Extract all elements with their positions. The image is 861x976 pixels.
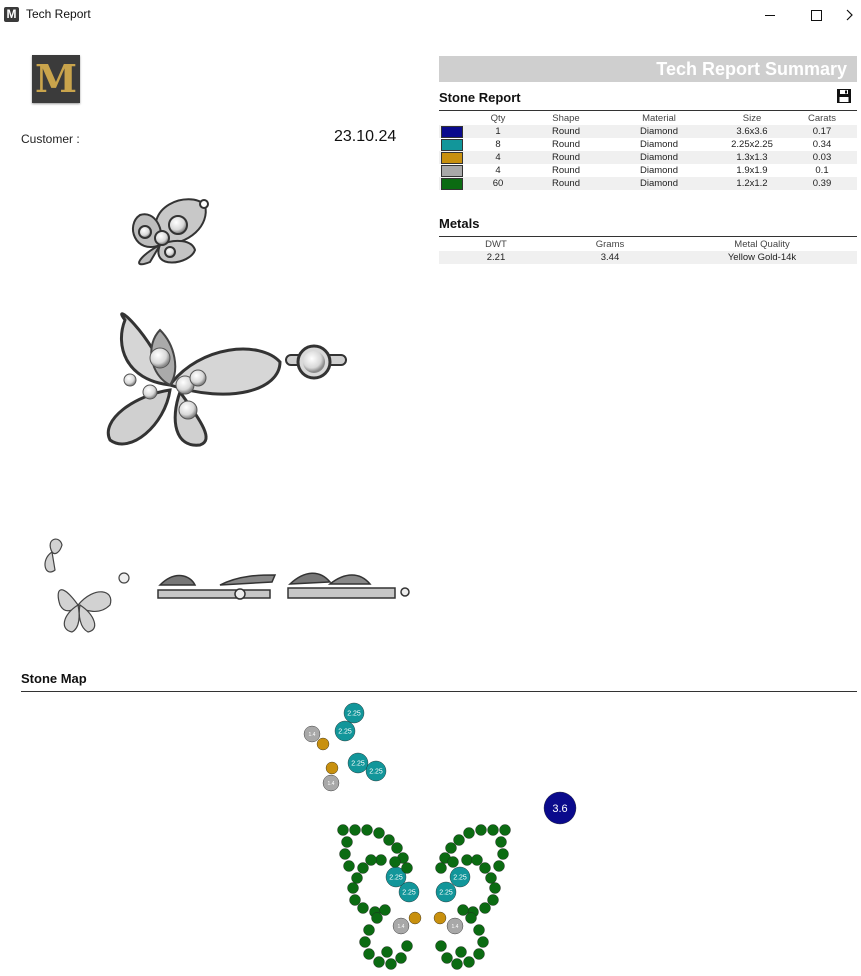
material-cell: Diamond <box>601 151 717 164</box>
summary-banner <box>439 56 857 82</box>
stone-small-green <box>446 843 457 854</box>
column-header-dwt: DWT <box>485 239 507 250</box>
stone-small-green <box>360 937 371 948</box>
stone-small-green <box>358 903 369 914</box>
logo-letter: M <box>34 56 78 101</box>
stone-small-green <box>396 953 407 964</box>
material-cell: Diamond <box>639 139 679 150</box>
color-swatch <box>441 139 463 151</box>
metal-quality-cell: Yellow Gold-14k <box>667 251 857 264</box>
stone-gold <box>317 738 329 750</box>
minimize-button[interactable] <box>747 0 793 30</box>
qty-cell: 4 <box>465 151 531 164</box>
thumbnail-front-view <box>45 539 129 632</box>
material-cell: Diamond <box>601 125 717 138</box>
metals-header-row <box>439 238 857 251</box>
stone-small-green <box>402 863 413 874</box>
carats-cell: 0.34 <box>812 139 832 150</box>
stone-small-green <box>374 957 385 968</box>
material-cell: Diamond <box>639 165 679 176</box>
save-icon[interactable] <box>836 88 852 104</box>
table-row <box>439 125 857 138</box>
stone-small-green <box>486 873 497 884</box>
stone-small-green <box>448 857 459 868</box>
stone-small-green <box>500 825 511 836</box>
metals-heading: Metals <box>439 216 480 231</box>
stone-small-green <box>376 855 387 866</box>
stone-small-green <box>488 825 499 836</box>
thumbnail-side-view <box>158 575 275 599</box>
metals-rule <box>439 236 857 237</box>
customer-label: Customer : <box>21 132 80 146</box>
stone-map-rule <box>21 691 857 692</box>
stone-small-green <box>366 855 377 866</box>
stone-map-canvas <box>35 700 857 976</box>
stone-small-green <box>462 855 473 866</box>
stone-size-label: 1.4 <box>451 923 459 930</box>
stone-small-green <box>364 925 375 936</box>
shape-cell: Round <box>531 125 601 138</box>
column-header-color <box>439 112 465 125</box>
size-cell: 1.9x1.9 <box>736 165 768 176</box>
dwt-cell: 2.21 <box>439 251 553 264</box>
stone-small-green <box>352 873 363 884</box>
shape-cell: Round <box>552 165 580 176</box>
thumbnail-back-view <box>288 573 409 598</box>
maximize-icon <box>811 10 822 21</box>
stone-small-green <box>338 825 349 836</box>
stone-size-label: 1.4 <box>397 923 405 930</box>
carats-cell: 0.39 <box>787 177 857 190</box>
stone-size-label: 2.25 <box>347 710 361 718</box>
stone-small-green <box>490 883 501 894</box>
stone-size-label: 2.25 <box>453 874 467 882</box>
size-cell: 1.3x1.3 <box>717 151 787 164</box>
stone-small-green <box>494 861 505 872</box>
stone-report-rule <box>439 110 857 111</box>
size-cell: 1.2x1.2 <box>717 177 787 190</box>
color-swatch <box>441 126 463 138</box>
column-header-grams: Grams <box>595 239 625 250</box>
maximize-button[interactable] <box>793 0 839 30</box>
stone-small-green <box>374 828 385 839</box>
stone-small-green <box>488 895 499 906</box>
qty-cell: 60 <box>465 177 531 190</box>
small-butterfly-render <box>133 199 208 264</box>
stone-report-header-row <box>439 112 857 125</box>
color-swatch <box>441 152 463 164</box>
stone-small-green <box>452 959 463 970</box>
stone-size-label: 2.25 <box>351 760 365 768</box>
summary-title: Tech Report Summary <box>656 59 847 79</box>
stone-small-green <box>372 913 383 924</box>
size-cell: 3.6x3.6 <box>717 125 787 138</box>
stone-small-green <box>476 825 487 836</box>
stone-small-green <box>480 863 491 874</box>
company-logo <box>32 55 80 103</box>
column-header-carats: Carats <box>808 113 836 124</box>
column-header-metal-quality: Metal Quality <box>734 239 790 250</box>
color-swatch <box>441 165 463 177</box>
report-date: 23.10.24 <box>334 128 397 145</box>
stone-small-green <box>480 903 491 914</box>
stone-small-green <box>364 949 375 960</box>
stone-small-green <box>464 828 475 839</box>
stone-small-green <box>392 843 403 854</box>
stone-small-green <box>344 861 355 872</box>
table-row <box>439 177 857 190</box>
stone-small-green <box>358 863 369 874</box>
stone-size-label: 2.25 <box>389 874 403 882</box>
connector-ring-render <box>286 346 346 378</box>
large-butterfly-render <box>108 314 280 445</box>
shape-cell: Round <box>531 177 601 190</box>
app-icon-letter: M <box>6 7 17 21</box>
stone-small-green <box>474 949 485 960</box>
app-icon <box>4 7 19 22</box>
column-header-size: Size <box>742 113 762 124</box>
stone-size-label: 2.25 <box>369 768 383 776</box>
shape-cell: Round <box>531 151 601 164</box>
stone-size-label: 2.25 <box>439 889 453 897</box>
stone-report-heading: Stone Report <box>439 90 521 105</box>
stone-small-green <box>464 957 475 968</box>
column-header-shape: Shape <box>552 113 580 124</box>
qty-cell: 8 <box>495 139 501 150</box>
table-row <box>439 138 857 151</box>
stone-size-label: 2.25 <box>338 728 352 736</box>
carats-cell: 0.03 <box>787 151 857 164</box>
table-row <box>439 151 857 164</box>
metals-table <box>439 238 857 264</box>
stone-report-table <box>439 112 857 190</box>
stone-small-green <box>386 959 397 970</box>
shape-cell: Round <box>552 139 580 150</box>
column-header-material: Material <box>642 113 676 124</box>
carats-cell: 0.17 <box>787 125 857 138</box>
grams-cell: 3.44 <box>553 251 667 264</box>
window-title: Tech Report <box>26 7 91 21</box>
chevron-right-icon <box>846 9 854 21</box>
stone-small-green <box>342 837 353 848</box>
stone-small-green <box>340 849 351 860</box>
stone-small-green <box>380 905 391 916</box>
stone-small-green <box>496 837 507 848</box>
title-bar <box>0 0 861 30</box>
stone-small-green <box>472 855 483 866</box>
stone-map-stones <box>304 703 576 970</box>
stone-small-green <box>350 825 361 836</box>
stone-small-green <box>454 835 465 846</box>
stone-small-green <box>458 905 469 916</box>
color-swatch <box>441 178 463 190</box>
stone-small-green <box>474 925 485 936</box>
stone-small-green <box>442 953 453 964</box>
stone-size-label: 2.25 <box>402 889 416 897</box>
table-row <box>439 164 857 177</box>
stone-size-label: 1.4 <box>308 731 316 738</box>
stone-map-heading: Stone Map <box>21 671 87 686</box>
stone-small-green <box>478 937 489 948</box>
stone-size-label: 3.6 <box>552 802 568 815</box>
stone-small-green <box>384 835 395 846</box>
stone-small-green <box>402 941 413 952</box>
stone-size-label: 1.4 <box>327 780 335 787</box>
stone-small-green <box>498 849 509 860</box>
stone-small-green <box>466 913 477 924</box>
material-cell: Diamond <box>601 177 717 190</box>
stone-small-green <box>350 895 361 906</box>
minimize-icon <box>765 15 775 16</box>
stone-small-green <box>456 947 467 958</box>
qty-cell: 4 <box>495 165 501 176</box>
stone-small-green <box>436 863 447 874</box>
stone-gold <box>326 762 338 774</box>
column-header-qty: Qty <box>490 113 506 124</box>
stone-small-green <box>390 857 401 868</box>
close-button[interactable] <box>839 0 861 30</box>
size-cell: 2.25x2.25 <box>731 139 773 150</box>
stone-small-green <box>348 883 359 894</box>
stone-small-green <box>436 941 447 952</box>
stone-small-green <box>382 947 393 958</box>
qty-cell: 1 <box>465 125 531 138</box>
stone-gold <box>409 912 421 924</box>
stone-gold <box>434 912 446 924</box>
stone-small-green <box>362 825 373 836</box>
carats-cell: 0.1 <box>815 165 829 176</box>
table-row <box>439 251 857 264</box>
